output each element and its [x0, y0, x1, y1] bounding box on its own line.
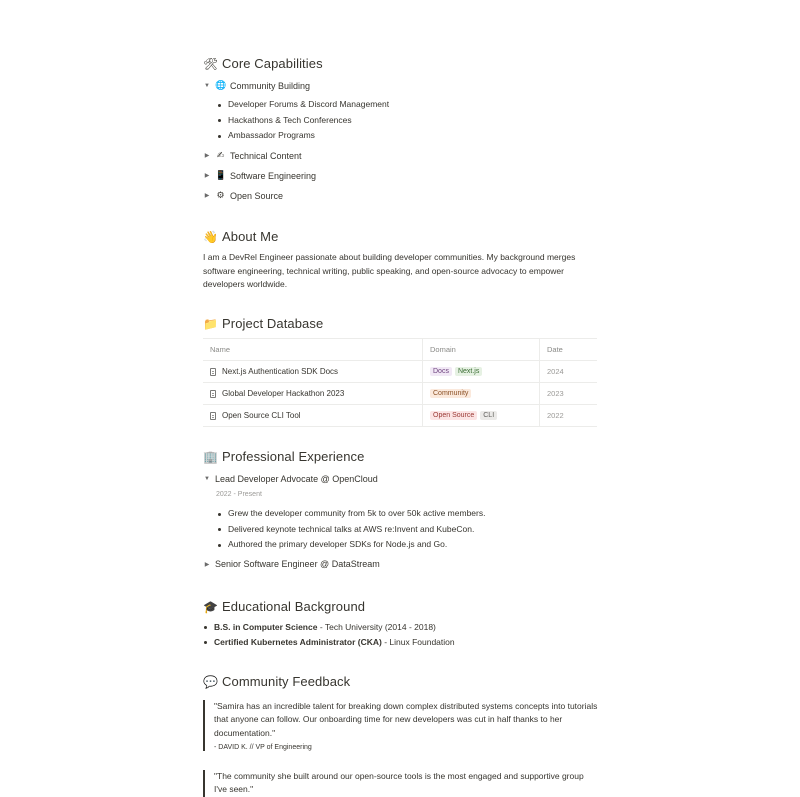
row-name-cell[interactable] — [203, 405, 423, 426]
degree-detail: - Linux Foundation — [381, 637, 455, 647]
row-name: Global Developer Hackathon 2023 — [222, 389, 345, 398]
quote-text: "The community she built around our open-source tools is the most engaged and supportive group I've seen." — [214, 771, 584, 795]
degree-text: B.S. in Computer Science — [214, 622, 318, 632]
toggle-label: Community Building — [230, 80, 311, 91]
educational-background-title: Educational Background — [222, 599, 366, 614]
triangle-down-icon[interactable]: ▼ — [204, 476, 210, 482]
page-icon — [210, 390, 216, 398]
degree-text: Certified Kubernetes Administrator (CKA) — [214, 637, 382, 647]
column-header-domain[interactable]: Domain — [423, 339, 540, 360]
row-date-cell[interactable] — [540, 361, 597, 382]
toggle-lead-developer-advocate[interactable] — [203, 474, 378, 484]
row-domain-cell[interactable] — [423, 361, 540, 382]
triangle-right-icon[interactable]: ▶ — [204, 173, 210, 179]
graduation-cap-icon: 🎓 — [203, 599, 219, 614]
triangle-right-icon[interactable]: ▶ — [204, 193, 210, 199]
list-item: Delivered keynote technical talks at AWS re:Invent and KubeCon. — [216, 522, 485, 538]
triangle-down-icon[interactable]: ▼ — [204, 82, 210, 89]
list-item — [203, 635, 455, 650]
core-capabilities-heading — [203, 56, 323, 71]
quote-text: "Samira has an incredible talent for breaking down complex distributed systems concepts into tutorials that anyone can follow. Our onboarding time for new developers was cut in half thanks to her documentation." — [214, 701, 598, 738]
row-name: Next.js Authentication SDK Docs — [222, 367, 339, 376]
triangle-right-icon[interactable]: ▶ — [204, 561, 210, 568]
page-icon — [210, 412, 216, 420]
project-database-heading — [203, 316, 323, 331]
triangle-right-icon[interactable]: ▶ — [204, 153, 210, 159]
list-item: Grew the developer community from 5k to over 50k active members. — [216, 506, 485, 522]
tag-badge: Community — [430, 389, 471, 398]
row-domain-cell[interactable] — [423, 383, 540, 404]
community-building-list — [216, 97, 389, 144]
table-row[interactable] — [203, 383, 597, 405]
row-domain-cell[interactable] — [423, 405, 540, 426]
writing-hand-icon: ✍ — [216, 150, 225, 160]
about-me-title: About Me — [222, 229, 279, 244]
toggle-open-source[interactable] — [203, 190, 283, 201]
toggle-senior-software-engineer[interactable] — [203, 559, 380, 569]
row-date: 2022 — [547, 411, 564, 420]
row-date-cell[interactable] — [540, 383, 597, 404]
job-bullets — [216, 506, 485, 553]
list-item: Developer Forums & Discord Management — [216, 97, 389, 113]
list-item: Authored the primary developer SDKs for Node.js and Go. — [216, 537, 485, 553]
community-feedback-heading — [203, 674, 350, 689]
folder-icon: 📁 — [203, 316, 219, 331]
list-item — [203, 620, 455, 635]
table-row[interactable] — [203, 405, 597, 427]
row-name-cell[interactable] — [203, 361, 423, 382]
toggle-technical-content[interactable] — [203, 150, 302, 161]
tag-badge: CLI — [480, 411, 497, 420]
toggle-software-engineering[interactable] — [203, 170, 316, 181]
testimonial-quote — [203, 700, 598, 751]
building-icon: 🏢 — [203, 449, 219, 464]
page-icon — [210, 368, 216, 376]
row-date: 2024 — [547, 367, 564, 376]
education-list — [203, 620, 455, 650]
toggle-label: Open Source — [230, 190, 284, 201]
toggle-label: Software Engineering — [230, 170, 317, 181]
list-item: Hackathons & Tech Conferences — [216, 113, 389, 129]
column-header-date[interactable]: Date — [547, 345, 563, 354]
degree-detail: - Tech University (2014 - 2018) — [317, 622, 436, 632]
gear-icon: ⚙ — [216, 190, 225, 200]
speech-bubble-icon: 💬 — [203, 674, 219, 689]
project-database-table — [203, 338, 597, 427]
professional-experience-title: Professional Experience — [222, 449, 365, 464]
testimonial-quote — [203, 770, 598, 797]
about-me-text: I am a DevRel Engineer passionate about building developer communities. My background merges software engineering, technical writing, public speaking, and open-source advocacy to empower developers worldwide. — [203, 252, 576, 289]
job-dates: 2022 - Present — [216, 491, 262, 498]
quote-author: - DAVID K. // VP of Engineering — [214, 743, 312, 751]
toggle-label: Lead Developer Advocate @ OpenCloud — [215, 474, 378, 484]
table-row[interactable] — [203, 361, 597, 383]
project-database-title: Project Database — [222, 316, 324, 331]
table-header-row — [203, 339, 597, 361]
toggle-label: Senior Software Engineer @ DataStream — [215, 559, 380, 569]
tag-badge: Next.js — [455, 367, 482, 376]
about-me-heading — [203, 229, 278, 244]
row-name-cell[interactable] — [203, 383, 423, 404]
globe-icon: 🌐 — [215, 80, 227, 90]
educational-background-heading — [203, 599, 365, 614]
core-capabilities-title: Core Capabilities — [222, 56, 323, 71]
hammer-wrench-icon: 🛠 — [203, 56, 219, 71]
tag-badge: Open Source — [430, 411, 477, 420]
row-date: 2023 — [547, 389, 564, 398]
row-name: Open Source CLI Tool — [222, 411, 301, 420]
professional-experience-heading — [203, 449, 365, 464]
toggle-community-building[interactable] — [203, 80, 310, 91]
list-item: Ambassador Programs — [216, 128, 389, 144]
tag-badge: Docs — [430, 367, 452, 376]
waving-hand-icon: 👋 — [203, 229, 219, 244]
toggle-label: Technical Content — [230, 150, 302, 161]
row-date-cell[interactable] — [540, 405, 597, 426]
phone-icon: 📱 — [215, 170, 227, 180]
community-feedback-title: Community Feedback — [222, 674, 351, 689]
column-header-name[interactable]: Name — [203, 339, 423, 360]
